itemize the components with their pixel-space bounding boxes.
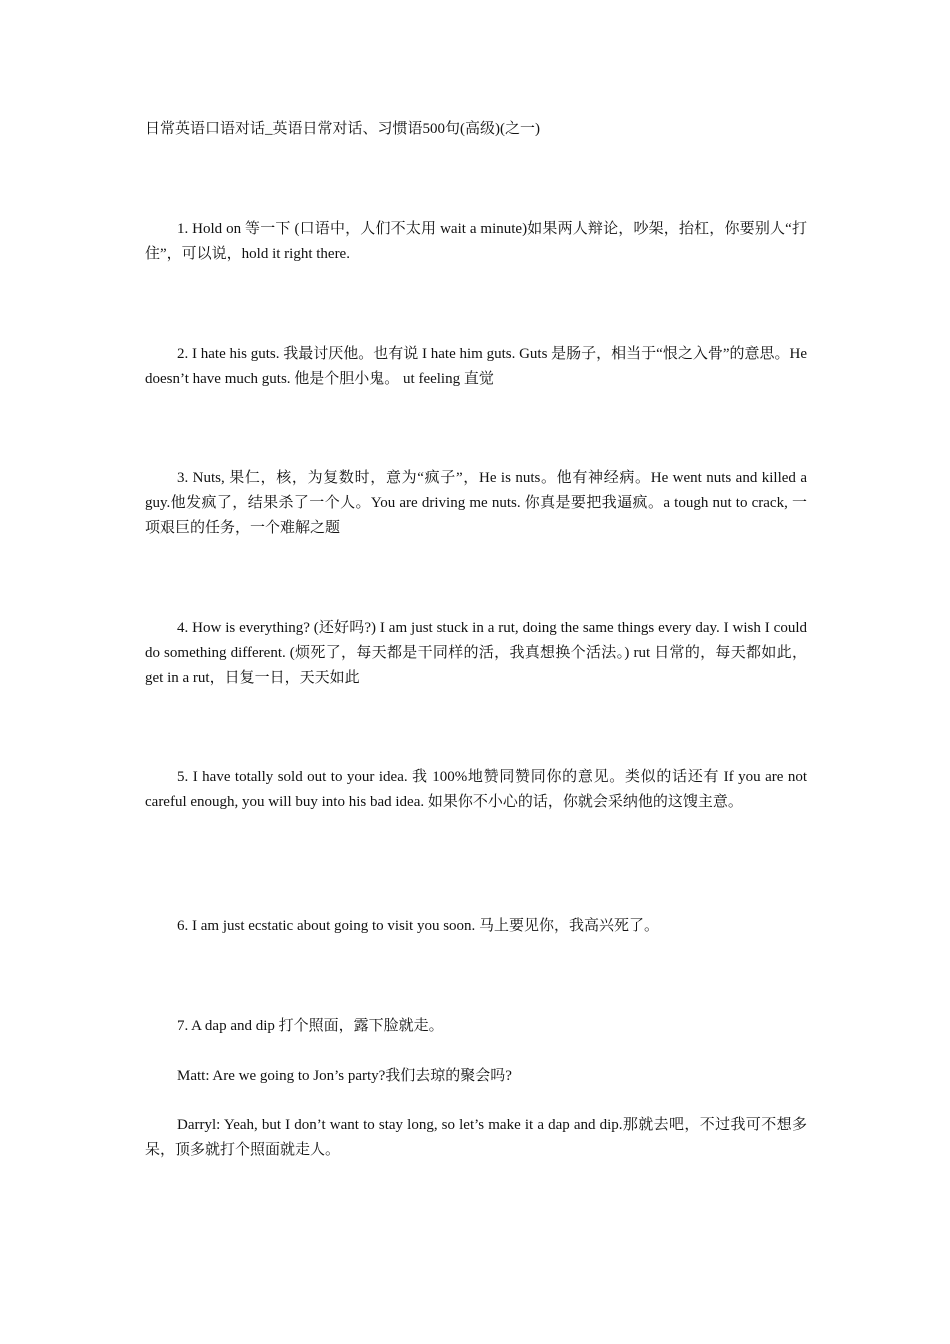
paragraph-stuck-in-a-rut: 4. How is everything? (还好吗?) I am just stuck in a rut, doing the same things every day. I wish I could do something different. (烦死了，每天都是干同样的活，我真想换个活法。) rut 日常的，每天都如此，get in a rut，日复一日，天天如此 <box>145 620 807 686</box>
paragraph-hate-his-guts: 2. I hate his guts. 我最讨厌他。也有说 I hate him guts. Guts 是肠子，相当于“恨之入骨”的意思。He doesn’t have much guts. 他是个胆小鬼。 ut feeling 直觉 <box>145 346 807 387</box>
paragraph-sold-out: 5. I have totally sold out to your idea. 我 100%地赞同赞同你的意见。类似的话还有 If you are not careful enough, you will buy into his bad idea. 如果你不小心的话，你就会采纳他的这馊主意。 <box>145 769 807 810</box>
dialogue-line-darryl: Darryl: Yeah, but I don’t want to stay long, so let’s make it a dap and dip.那就去吧，不过我可不想多呆，顶多就打个照面就走人。 <box>145 1117 807 1158</box>
paragraph-dap-and-dip: 7. A dap and dip 打个照面，露下脸就走。 <box>177 1018 444 1034</box>
paragraph-nuts: 3. Nuts, 果仁，核，为复数时，意为“疯子”，He is nuts。他有神经病。He went nuts and killed a guy.他发疯了，结果杀了一个人。You are driving me nuts. 你真是要把我逼疯。a tough nut to crack, 一项艰巨的任务，一个难解之题 <box>145 470 807 536</box>
paragraph-ecstatic: 6. I am just ecstatic about going to visit you soon. 马上要见你，我高兴死了。 <box>177 918 660 934</box>
paragraph-hold-on: 1. Hold on 等一下 (口语中，人们不太用 wait a minute)如果两人辩论，吵架，抬杠，你要别人“打住”，可以说，hold it right there. <box>145 221 807 262</box>
dialogue-line-matt: Matt: Are we going to Jon’s party?我们去琼的聚会吗? <box>177 1068 512 1084</box>
document-title: 日常英语口语对话_英语日常对话、习惯语500句(高级)(之一) <box>145 121 540 137</box>
